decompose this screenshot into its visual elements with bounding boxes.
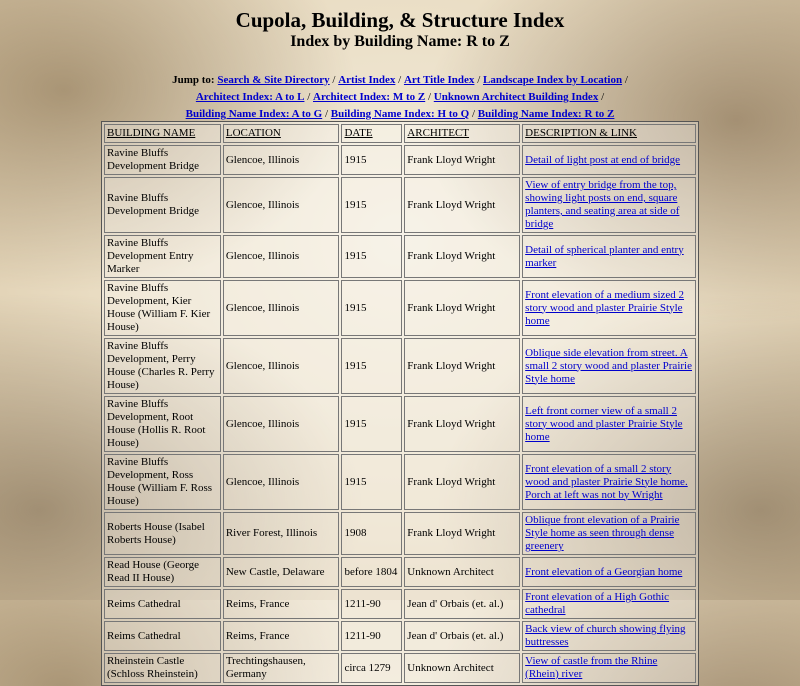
cell-location: River Forest, Illinois [223, 512, 340, 555]
cell-description [522, 454, 696, 510]
description-link[interactable]: Front elevation of a Georgian home [525, 565, 683, 578]
table-header-row [104, 124, 696, 143]
col-description: DESCRIPTION & LINK [522, 124, 696, 143]
description-link[interactable]: View of castle from the Rhine (Rhein) river [525, 655, 658, 680]
description-link[interactable]: Front elevation of a medium sized 2 story wood and plaster Prairie Style home [525, 288, 685, 327]
table-row [104, 454, 696, 510]
description-link[interactable]: Detail of spherical planter and entry marker [525, 243, 684, 269]
col-architect: ARCHITECT [404, 124, 520, 143]
cell-date: 1211-90 [341, 589, 402, 619]
cell-building-name: Roberts House (Isabel Roberts House) [104, 512, 221, 555]
cell-building-name: Read House (George Read II House) [104, 557, 221, 587]
cell-location: Glencoe, Illinois [223, 145, 340, 175]
table-row [104, 280, 696, 336]
link-artist-index[interactable]: Artist Index [338, 74, 396, 86]
table-row [104, 557, 696, 587]
cell-date: 1915 [341, 280, 402, 336]
description-link[interactable]: Back view of church showing flying buttresses [525, 623, 686, 648]
link-art-title-index[interactable]: Art Title Index [403, 74, 475, 86]
col-building-name: BUILDING NAME [104, 124, 221, 143]
cell-building-name: Ravine Bluffs Development, Ross House (William F. Ross House) [104, 454, 221, 510]
cell-date: circa 1279 [341, 653, 402, 683]
description-link[interactable]: Left front corner view of a small 2 story wood and plaster Prairie Style home [525, 404, 683, 443]
cell-date: 1211-90 [341, 621, 402, 651]
cell-date: 1915 [341, 145, 402, 175]
link-landscape-index[interactable]: Landscape Index by Location [483, 74, 623, 86]
link-building-h-q[interactable]: Building Name Index: H to Q [330, 108, 470, 120]
cell-description [522, 589, 696, 619]
cell-location: New Castle, Delaware [223, 557, 340, 587]
col-location: LOCATION [223, 124, 340, 143]
cell-description [522, 512, 696, 555]
cell-architect: Frank Lloyd Wright [404, 512, 520, 555]
cell-architect: Jean d' Orbais (et. al.) [404, 621, 520, 651]
jump-nav: Jump to: Search & Site Directory / Artist Index / Art Title Index / Landscape Index by Location / Architect Index: A to L / Architect Index: M to Z / Unknown Architect Building Index / Building Name Index: A to G / Building Name Index: H to Q / Building Name Index: R to Z [172, 74, 628, 120]
cell-description [522, 145, 696, 175]
description-link[interactable]: Detail of light post at end of bridge [525, 153, 681, 166]
building-index-table [101, 121, 699, 686]
table-row [104, 653, 696, 683]
table-row [104, 512, 696, 555]
cell-architect: Frank Lloyd Wright [404, 145, 520, 175]
table-row [104, 396, 696, 452]
cell-architect: Unknown Architect [404, 557, 520, 587]
table-row [104, 177, 696, 233]
cell-location: Glencoe, Illinois [223, 280, 340, 336]
cell-date: 1915 [341, 338, 402, 394]
cell-architect: Frank Lloyd Wright [404, 338, 520, 394]
jump-label: Jump to: [172, 74, 215, 86]
cell-date: 1915 [341, 396, 402, 452]
description-link[interactable]: Front elevation of a High Gothic cathedral [525, 591, 670, 616]
cell-building-name: Rheinstein Castle (Schloss Rheinstein) [104, 653, 221, 683]
cell-location: Glencoe, Illinois [223, 177, 340, 233]
cell-date: 1915 [341, 454, 402, 510]
cell-date: 1915 [341, 235, 402, 278]
link-search-directory[interactable]: Search & Site Directory [217, 74, 330, 86]
cell-architect: Frank Lloyd Wright [404, 396, 520, 452]
cell-location: Glencoe, Illinois [223, 338, 340, 394]
cell-location: Reims, France [223, 589, 340, 619]
table-row [104, 235, 696, 278]
cell-description [522, 177, 696, 233]
cell-building-name: Ravine Bluffs Development, Perry House (Charles R. Perry House) [104, 338, 221, 394]
page-subtitle: Index by Building Name: R to Z [290, 33, 510, 50]
description-link[interactable]: View of entry bridge from the top, showing light posts on end, square planters, and seating area at side of bridge [525, 179, 680, 230]
description-link[interactable]: Front elevation of a small 2 story wood and plaster Prairie Style home. Porch at left was not by Wright [525, 462, 688, 501]
cell-description [522, 235, 696, 278]
cell-location: Trechtingshausen, Germany [223, 653, 340, 683]
link-building-a-g[interactable]: Building Name Index: A to G [185, 108, 323, 120]
link-architect-a-l[interactable]: Architect Index: A to L [195, 91, 305, 103]
cell-location: Glencoe, Illinois [223, 396, 340, 452]
col-date: DATE [341, 124, 402, 143]
description-link[interactable]: Oblique side elevation from street. A small 2 story wood and plaster Prairie Style home [525, 346, 692, 385]
cell-building-name: Reims Cathedral [104, 621, 221, 651]
cell-date: 1915 [341, 177, 402, 233]
cell-architect: Unknown Architect [404, 653, 520, 683]
cell-description [522, 653, 696, 683]
table-row [104, 589, 696, 619]
cell-architect: Frank Lloyd Wright [404, 280, 520, 336]
link-unknown-architect[interactable]: Unknown Architect Building Index [433, 91, 599, 103]
cell-building-name: Reims Cathedral [104, 589, 221, 619]
cell-description [522, 280, 696, 336]
table-row [104, 621, 696, 651]
page-title: Cupola, Building, & Structure Index [235, 8, 565, 32]
cell-date: before 1804 [341, 557, 402, 587]
cell-location: Reims, France [223, 621, 340, 651]
cell-description [522, 557, 696, 587]
cell-architect: Frank Lloyd Wright [404, 177, 520, 233]
cell-building-name: Ravine Bluffs Development Entry Marker [104, 235, 221, 278]
cell-date: 1908 [341, 512, 402, 555]
cell-location: Glencoe, Illinois [223, 454, 340, 510]
cell-description [522, 621, 696, 651]
table-row [104, 338, 696, 394]
cell-architect: Frank Lloyd Wright [404, 235, 520, 278]
link-architect-m-z[interactable]: Architect Index: M to Z [313, 91, 426, 103]
cell-building-name: Ravine Bluffs Development Bridge [104, 145, 221, 175]
cell-description [522, 338, 696, 394]
cell-building-name: Ravine Bluffs Development, Kier House (William F. Kier House) [104, 280, 221, 336]
description-link[interactable]: Oblique front elevation of a Prairie Style home as seen through dense greenery [525, 514, 680, 552]
cell-location: Glencoe, Illinois [223, 235, 340, 278]
cell-building-name: Ravine Bluffs Development, Root House (Hollis R. Root House) [104, 396, 221, 452]
cell-architect: Frank Lloyd Wright [404, 454, 520, 510]
table-row [104, 145, 696, 175]
cell-architect: Jean d' Orbais (et. al.) [404, 589, 520, 619]
cell-building-name: Ravine Bluffs Development Bridge [104, 177, 221, 233]
link-building-r-z[interactable]: Building Name Index: R to Z [477, 108, 615, 120]
cell-description [522, 396, 696, 452]
